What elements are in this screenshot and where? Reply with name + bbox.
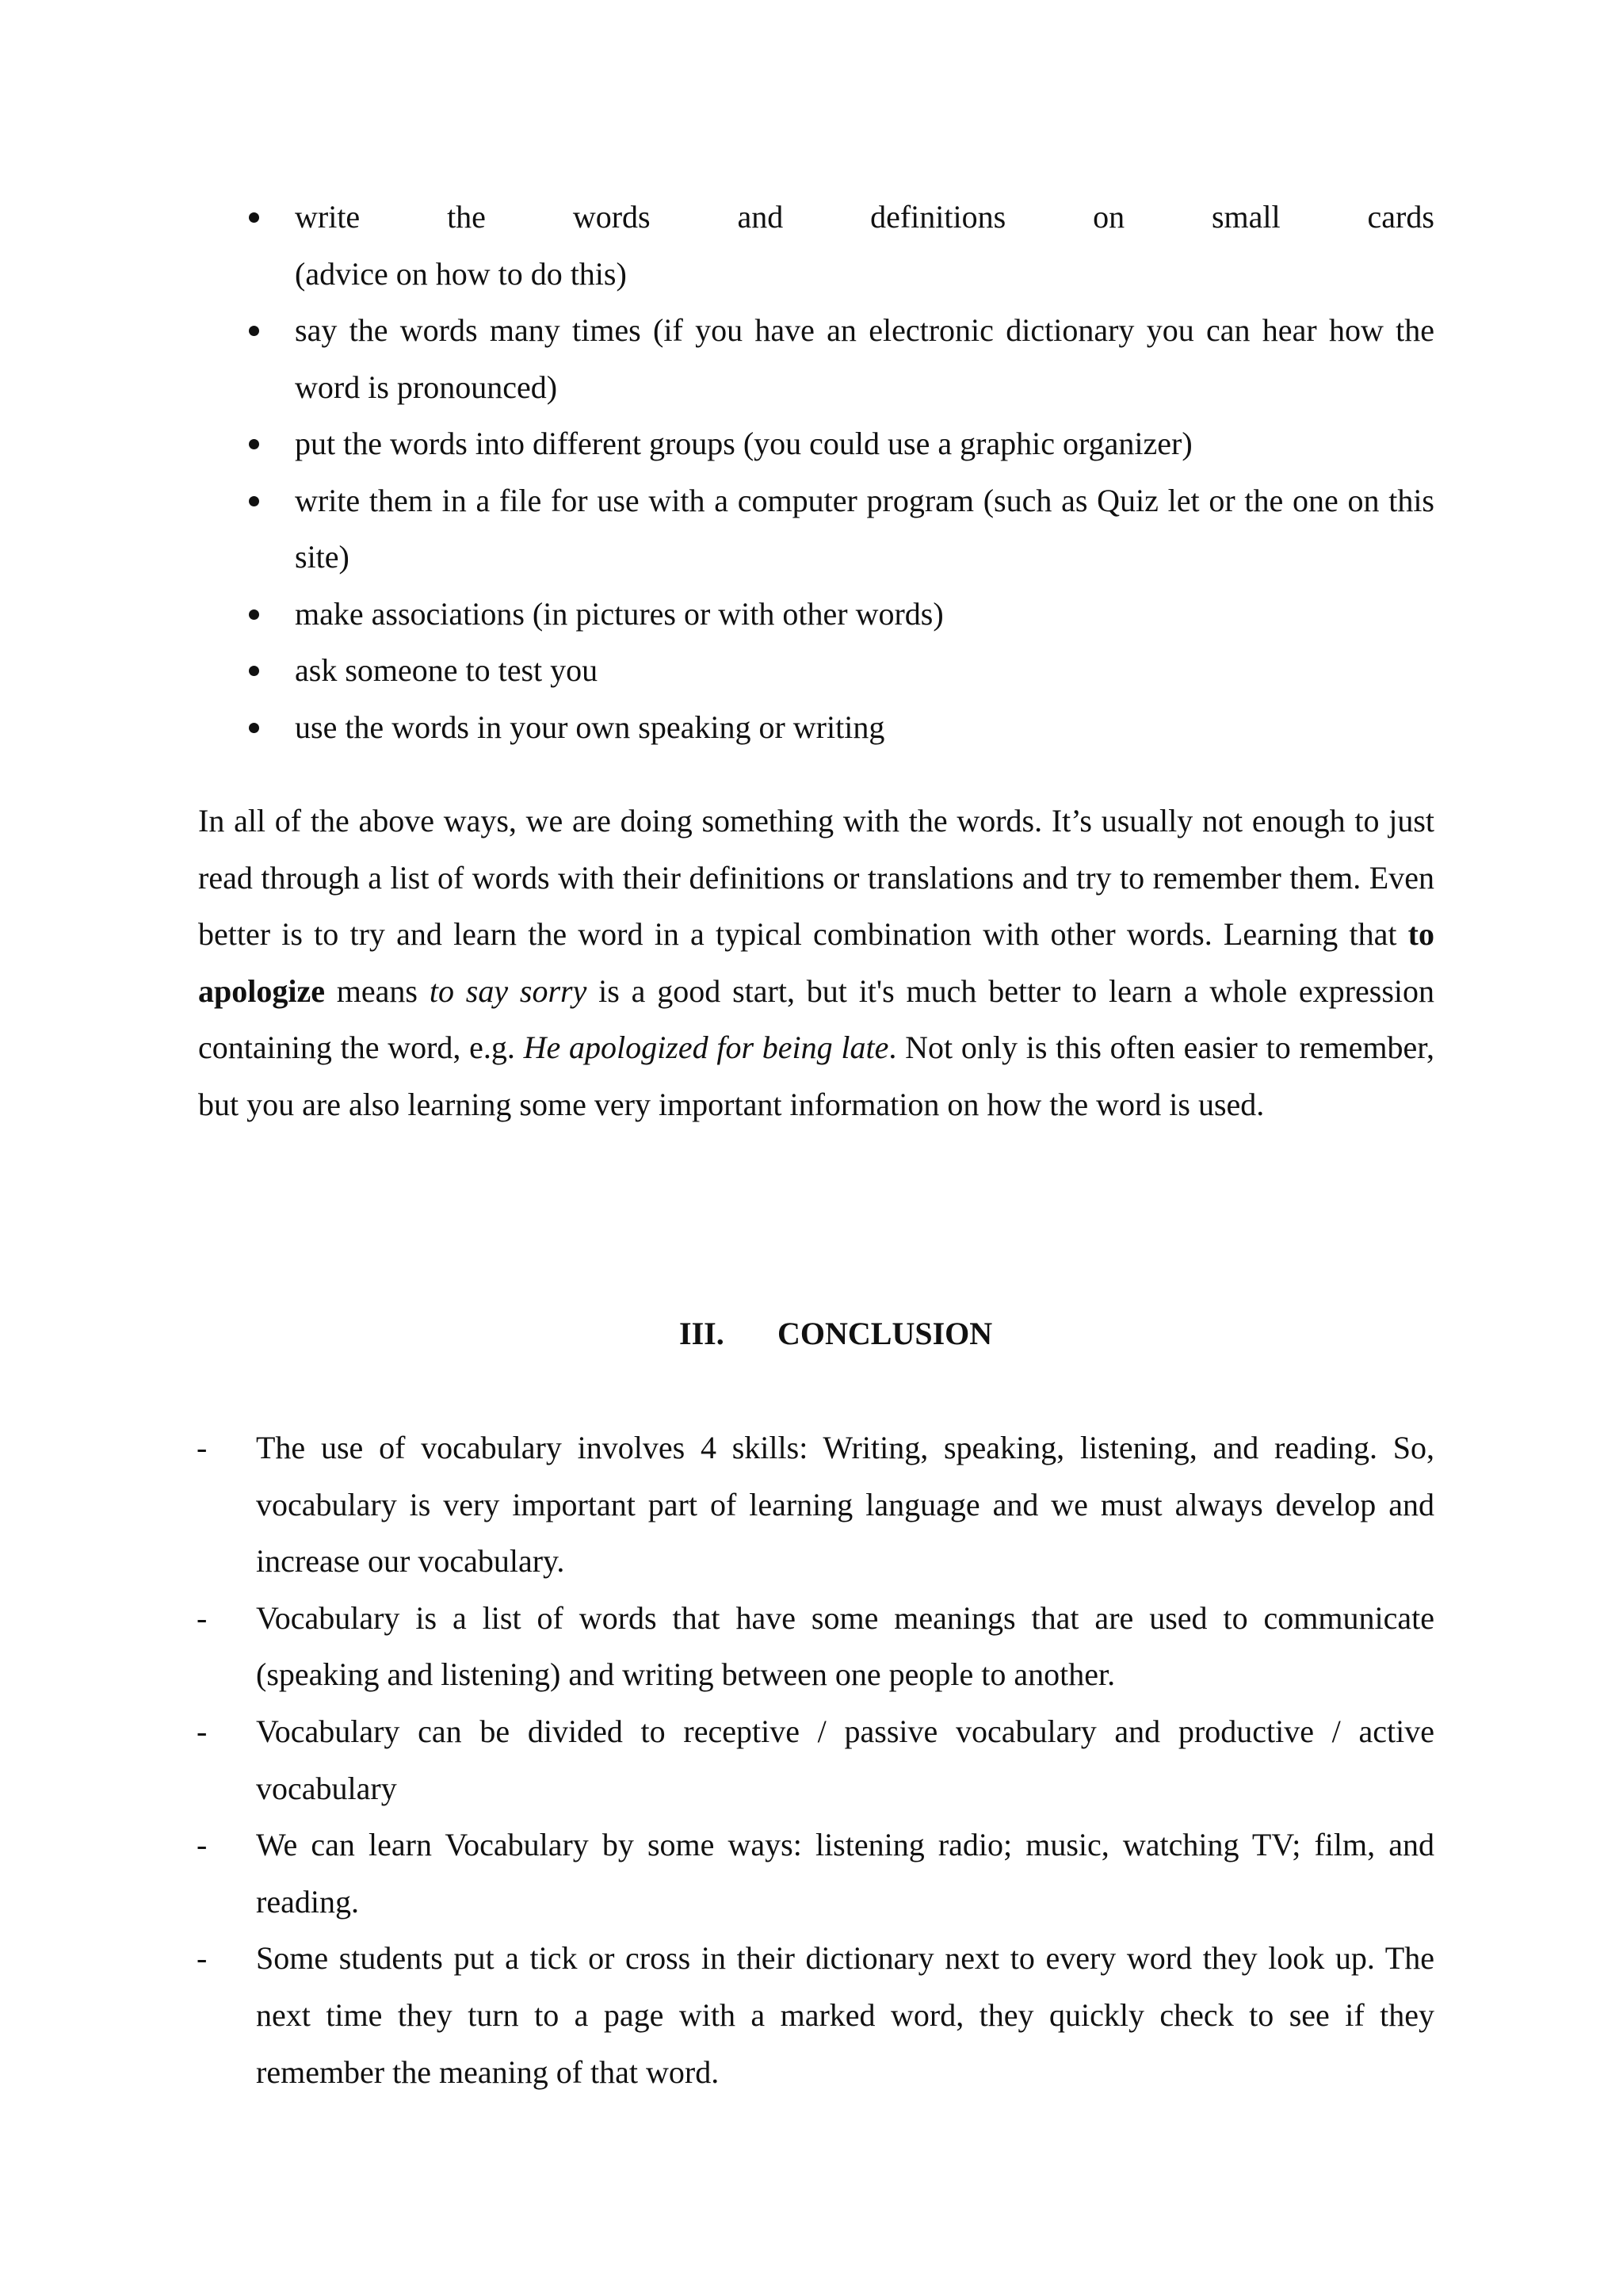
word: write <box>295 199 361 235</box>
list-item-text: Some students put a tick or cross in their dictionary next to every word they look up. The next time they turn to a page with a marked word, they quickly check to see if they remember the meaning of that word. <box>256 1940 1434 2090</box>
paragraph-text: means <box>324 972 430 1009</box>
body-paragraph <box>198 793 1434 1133</box>
section-number: III. <box>679 1316 724 1351</box>
list-item <box>295 415 1434 472</box>
list-item <box>295 586 1434 643</box>
list-item-text: make associations (in pictures or with other words) <box>295 595 944 632</box>
list-item <box>197 1703 1434 1817</box>
list-item <box>295 302 1434 415</box>
paragraph-text: . Not only is this often easier to remember, but you are also learning some very important information on how the word is used. <box>198 1030 1434 1122</box>
italic-meaning: to say sorry <box>429 972 587 1009</box>
list-item-text: Vocabulary is a list of words that have some meanings that are used to communicate (speaking and listening) and writing between one people to another. <box>256 1599 1434 1693</box>
dash-marker: - <box>197 1940 208 1977</box>
word: cards <box>1367 199 1434 235</box>
bullet-first-line <box>295 189 1434 246</box>
dash-marker: - <box>197 1827 208 1863</box>
dash-marker: - <box>197 1599 208 1636</box>
section-title: CONCLUSION <box>777 1316 993 1351</box>
list-item <box>295 699 1434 756</box>
bullet-icon <box>249 496 259 506</box>
word: the <box>447 199 486 235</box>
bullet-continuation: (advice on how to do this) <box>295 255 627 292</box>
list-item <box>295 642 1434 699</box>
italic-example: He apologized for being late <box>523 1030 889 1066</box>
list-item-text: We can learn Vocabulary by some ways: listening radio; music, watching TV; film, and reading. <box>256 1827 1434 1920</box>
list-item <box>197 1419 1434 1590</box>
list-item <box>295 472 1434 586</box>
list-item-text: use the words in your own speaking or writing <box>295 709 885 745</box>
list-item-text: Vocabulary can be divided to receptive / passive vocabulary and productive / active vocabulary <box>256 1713 1434 1806</box>
word: and <box>737 199 784 235</box>
list-item-text: write them in a file for use with a computer program (such as Quiz let or the one on this site) <box>295 482 1434 575</box>
list-item-text: The use of vocabulary involves 4 skills: Writing, speaking, listening, and reading. So, vocabulary is very important part of learning language and we must always develop and increase our vocabulary. <box>256 1430 1434 1580</box>
paragraph-text: is a good start, but it's much better to learn a whole expression containing the word, e.g. <box>198 972 1435 1066</box>
bullet-icon <box>249 212 259 223</box>
dash-marker: - <box>197 1713 208 1749</box>
bullet-icon <box>249 723 259 733</box>
list-item <box>197 1817 1434 1930</box>
bullet-icon <box>249 439 259 449</box>
paragraph-text: In all of the above ways, we are doing something with the words. It’s usually not enough to just read through a list of words with their definitions or translations and try to remember them. Even better is to try and learn the word in a typical combination with other words. Learning that <box>198 803 1434 953</box>
list-item-text: put the words into different groups (you could use a graphic organizer) <box>295 426 1193 461</box>
bullet-icon <box>249 326 259 336</box>
bold-term: to apologize <box>198 916 1434 1009</box>
list-item-text: say the words many times (if you have an electronic dictionary you can hear how the word is pronounced) <box>295 312 1434 405</box>
word: definitions <box>870 199 1006 235</box>
bullet-icon <box>249 609 259 620</box>
word: on <box>1093 199 1125 235</box>
conclusion-list <box>197 1419 1434 2100</box>
word: small <box>1211 199 1281 235</box>
word: words <box>572 199 651 235</box>
list-item-text: ask someone to test you <box>295 652 598 688</box>
list-item <box>197 1930 1434 2100</box>
list-item <box>197 1590 1434 1703</box>
dash-marker: - <box>197 1430 208 1465</box>
bullet-list <box>295 189 1434 755</box>
list-item <box>295 189 1434 302</box>
bullet-icon <box>249 666 259 676</box>
section-heading <box>679 1306 992 1362</box>
